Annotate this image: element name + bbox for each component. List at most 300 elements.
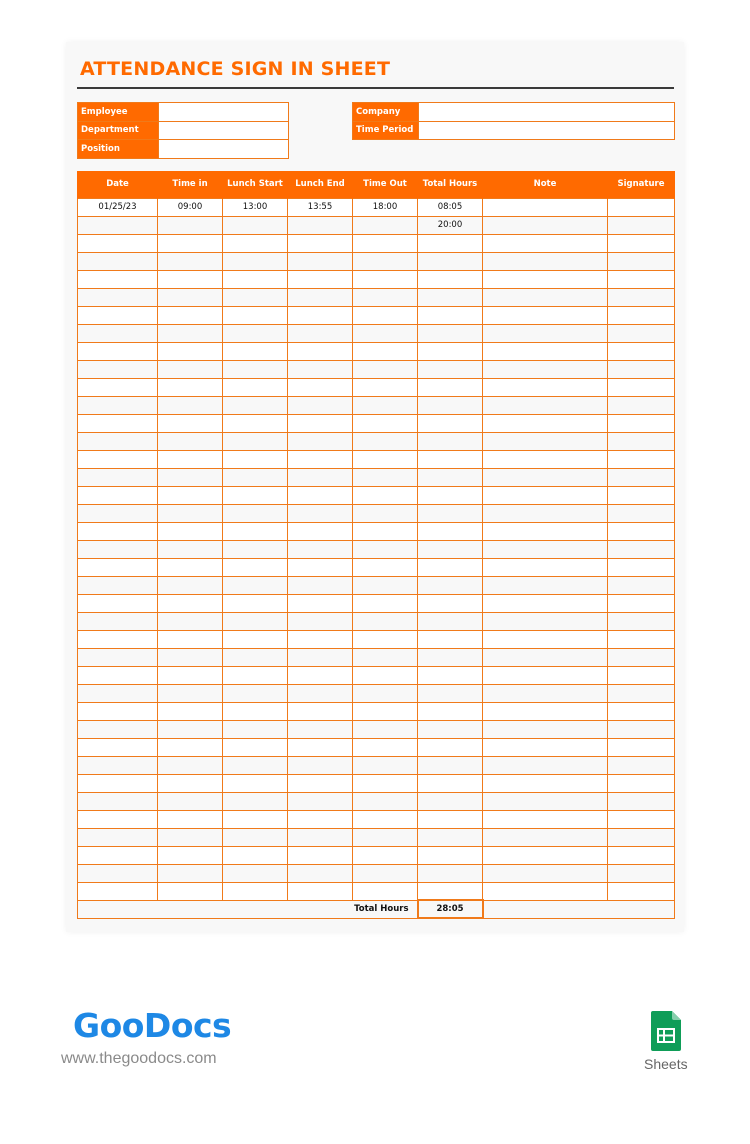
time-out-cell[interactable]: [353, 378, 418, 396]
total-hours-cell[interactable]: [418, 324, 483, 342]
time-out-cell[interactable]: [353, 432, 418, 450]
total-hours-cell[interactable]: [418, 666, 483, 684]
signature-cell[interactable]: [608, 522, 675, 540]
signature-cell[interactable]: [608, 864, 675, 882]
time-in-cell[interactable]: [158, 468, 223, 486]
date-cell[interactable]: 01/25/23: [78, 198, 158, 216]
lunch-start-cell[interactable]: [223, 306, 288, 324]
note-cell[interactable]: [483, 360, 608, 378]
lunch-start-cell[interactable]: [223, 414, 288, 432]
lunch-start-cell[interactable]: [223, 324, 288, 342]
date-cell[interactable]: [78, 540, 158, 558]
time-in-cell[interactable]: [158, 540, 223, 558]
note-cell[interactable]: [483, 324, 608, 342]
note-cell[interactable]: [483, 558, 608, 576]
time-out-cell[interactable]: [353, 234, 418, 252]
time-in-cell[interactable]: [158, 612, 223, 630]
signature-cell[interactable]: [608, 432, 675, 450]
date-cell[interactable]: [78, 306, 158, 324]
note-cell[interactable]: [483, 432, 608, 450]
date-cell[interactable]: [78, 396, 158, 414]
date-cell[interactable]: [78, 648, 158, 666]
date-cell[interactable]: [78, 612, 158, 630]
note-cell[interactable]: [483, 198, 608, 216]
note-cell[interactable]: [483, 378, 608, 396]
lunch-start-cell[interactable]: [223, 738, 288, 756]
signature-cell[interactable]: [608, 414, 675, 432]
time-out-cell[interactable]: [353, 360, 418, 378]
lunch-start-cell[interactable]: [223, 342, 288, 360]
lunch-end-cell[interactable]: [288, 702, 353, 720]
lunch-end-cell[interactable]: [288, 288, 353, 306]
date-cell[interactable]: [78, 720, 158, 738]
note-cell[interactable]: [483, 306, 608, 324]
signature-cell[interactable]: [608, 702, 675, 720]
date-cell[interactable]: [78, 756, 158, 774]
total-hours-cell[interactable]: [418, 252, 483, 270]
lunch-start-cell[interactable]: [223, 378, 288, 396]
lunch-start-cell[interactable]: [223, 792, 288, 810]
time-out-cell[interactable]: [353, 288, 418, 306]
note-cell[interactable]: [483, 828, 608, 846]
signature-cell[interactable]: [608, 324, 675, 342]
lunch-start-cell[interactable]: [223, 630, 288, 648]
lunch-start-cell[interactable]: [223, 594, 288, 612]
position-field[interactable]: [159, 140, 289, 159]
signature-cell[interactable]: [608, 378, 675, 396]
lunch-start-cell[interactable]: [223, 612, 288, 630]
note-cell[interactable]: [483, 288, 608, 306]
lunch-end-cell[interactable]: [288, 216, 353, 234]
note-cell[interactable]: [483, 576, 608, 594]
date-cell[interactable]: [78, 324, 158, 342]
time-out-cell[interactable]: [353, 558, 418, 576]
signature-cell[interactable]: [608, 810, 675, 828]
total-hours-cell[interactable]: [418, 504, 483, 522]
total-hours-cell[interactable]: [418, 432, 483, 450]
total-hours-cell[interactable]: [418, 540, 483, 558]
date-cell[interactable]: [78, 486, 158, 504]
signature-cell[interactable]: [608, 252, 675, 270]
signature-cell[interactable]: [608, 306, 675, 324]
total-hours-cell[interactable]: [418, 684, 483, 702]
note-cell[interactable]: [483, 522, 608, 540]
department-field[interactable]: [159, 121, 289, 140]
time-out-cell[interactable]: [353, 810, 418, 828]
total-hours-cell[interactable]: [418, 792, 483, 810]
lunch-end-cell[interactable]: [288, 540, 353, 558]
lunch-start-cell[interactable]: [223, 234, 288, 252]
lunch-end-cell[interactable]: [288, 450, 353, 468]
lunch-end-cell[interactable]: [288, 738, 353, 756]
lunch-end-cell[interactable]: [288, 378, 353, 396]
note-cell[interactable]: [483, 720, 608, 738]
lunch-end-cell[interactable]: [288, 756, 353, 774]
total-hours-cell[interactable]: [418, 756, 483, 774]
lunch-start-cell[interactable]: [223, 882, 288, 900]
signature-cell[interactable]: [608, 342, 675, 360]
note-cell[interactable]: [483, 270, 608, 288]
lunch-end-cell[interactable]: 13:55: [288, 198, 353, 216]
time-out-cell[interactable]: [353, 828, 418, 846]
time-out-cell[interactable]: [353, 702, 418, 720]
signature-cell[interactable]: [608, 666, 675, 684]
company-field[interactable]: [419, 103, 675, 122]
lunch-start-cell[interactable]: [223, 288, 288, 306]
time-out-cell[interactable]: [353, 648, 418, 666]
time-in-cell[interactable]: [158, 846, 223, 864]
time-out-cell[interactable]: [353, 594, 418, 612]
time-in-cell[interactable]: [158, 558, 223, 576]
time-out-cell[interactable]: [353, 774, 418, 792]
total-hours-cell[interactable]: [418, 846, 483, 864]
date-cell[interactable]: [78, 846, 158, 864]
time-in-cell[interactable]: [158, 378, 223, 396]
time-out-cell[interactable]: [353, 216, 418, 234]
signature-cell[interactable]: [608, 594, 675, 612]
total-hours-cell[interactable]: [418, 396, 483, 414]
lunch-end-cell[interactable]: [288, 432, 353, 450]
signature-cell[interactable]: [608, 612, 675, 630]
lunch-end-cell[interactable]: [288, 576, 353, 594]
time-out-cell[interactable]: [353, 576, 418, 594]
lunch-start-cell[interactable]: [223, 864, 288, 882]
note-cell[interactable]: [483, 684, 608, 702]
total-hours-cell[interactable]: [418, 612, 483, 630]
note-cell[interactable]: [483, 630, 608, 648]
lunch-start-cell[interactable]: [223, 702, 288, 720]
total-hours-cell[interactable]: [418, 738, 483, 756]
time-in-cell[interactable]: [158, 342, 223, 360]
time-in-cell[interactable]: 09:00: [158, 198, 223, 216]
signature-cell[interactable]: [608, 558, 675, 576]
time-out-cell[interactable]: [353, 342, 418, 360]
total-hours-cell[interactable]: [418, 234, 483, 252]
time-in-cell[interactable]: [158, 504, 223, 522]
total-hours-cell[interactable]: [418, 576, 483, 594]
total-hours-cell[interactable]: 20:00: [418, 216, 483, 234]
date-cell[interactable]: [78, 468, 158, 486]
lunch-end-cell[interactable]: [288, 666, 353, 684]
lunch-start-cell[interactable]: 13:00: [223, 198, 288, 216]
date-cell[interactable]: [78, 774, 158, 792]
lunch-end-cell[interactable]: [288, 342, 353, 360]
date-cell[interactable]: [78, 558, 158, 576]
time-out-cell[interactable]: [353, 738, 418, 756]
lunch-start-cell[interactable]: [223, 396, 288, 414]
time-in-cell[interactable]: [158, 216, 223, 234]
lunch-start-cell[interactable]: [223, 828, 288, 846]
lunch-start-cell[interactable]: [223, 720, 288, 738]
lunch-end-cell[interactable]: [288, 306, 353, 324]
time-out-cell[interactable]: [353, 486, 418, 504]
time-in-cell[interactable]: [158, 720, 223, 738]
total-hours-cell[interactable]: 08:05: [418, 198, 483, 216]
total-hours-cell[interactable]: [418, 360, 483, 378]
lunch-start-cell[interactable]: [223, 558, 288, 576]
note-cell[interactable]: [483, 810, 608, 828]
lunch-start-cell[interactable]: [223, 576, 288, 594]
time-out-cell[interactable]: [353, 306, 418, 324]
time-in-cell[interactable]: [158, 414, 223, 432]
signature-cell[interactable]: [608, 756, 675, 774]
time-out-cell[interactable]: [353, 324, 418, 342]
lunch-end-cell[interactable]: [288, 324, 353, 342]
signature-cell[interactable]: [608, 504, 675, 522]
lunch-end-cell[interactable]: [288, 864, 353, 882]
time-in-cell[interactable]: [158, 666, 223, 684]
lunch-start-cell[interactable]: [223, 504, 288, 522]
lunch-end-cell[interactable]: [288, 828, 353, 846]
lunch-end-cell[interactable]: [288, 270, 353, 288]
time-in-cell[interactable]: [158, 756, 223, 774]
lunch-start-cell[interactable]: [223, 360, 288, 378]
date-cell[interactable]: [78, 792, 158, 810]
date-cell[interactable]: [78, 234, 158, 252]
note-cell[interactable]: [483, 648, 608, 666]
total-hours-cell[interactable]: [418, 486, 483, 504]
time-in-cell[interactable]: [158, 360, 223, 378]
signature-cell[interactable]: [608, 486, 675, 504]
date-cell[interactable]: [78, 810, 158, 828]
note-cell[interactable]: [483, 846, 608, 864]
time-out-cell[interactable]: [353, 792, 418, 810]
note-cell[interactable]: [483, 342, 608, 360]
date-cell[interactable]: [78, 882, 158, 900]
signature-cell[interactable]: [608, 576, 675, 594]
lunch-end-cell[interactable]: [288, 684, 353, 702]
lunch-start-cell[interactable]: [223, 216, 288, 234]
time-out-cell[interactable]: [353, 666, 418, 684]
time-in-cell[interactable]: [158, 486, 223, 504]
time-in-cell[interactable]: [158, 432, 223, 450]
total-hours-cell[interactable]: [418, 558, 483, 576]
total-hours-cell[interactable]: [418, 288, 483, 306]
signature-cell[interactable]: [608, 828, 675, 846]
lunch-end-cell[interactable]: [288, 846, 353, 864]
signature-cell[interactable]: [608, 792, 675, 810]
lunch-end-cell[interactable]: [288, 234, 353, 252]
note-cell[interactable]: [483, 864, 608, 882]
time-out-cell[interactable]: [353, 630, 418, 648]
time-in-cell[interactable]: [158, 738, 223, 756]
time-in-cell[interactable]: [158, 270, 223, 288]
lunch-end-cell[interactable]: [288, 774, 353, 792]
signature-cell[interactable]: [608, 648, 675, 666]
signature-cell[interactable]: [608, 684, 675, 702]
time-out-cell[interactable]: [353, 846, 418, 864]
total-hours-cell[interactable]: [418, 864, 483, 882]
note-cell[interactable]: [483, 396, 608, 414]
total-hours-cell[interactable]: [418, 450, 483, 468]
time-in-cell[interactable]: [158, 234, 223, 252]
time-out-cell[interactable]: [353, 468, 418, 486]
date-cell[interactable]: [78, 432, 158, 450]
lunch-start-cell[interactable]: [223, 432, 288, 450]
note-cell[interactable]: [483, 450, 608, 468]
date-cell[interactable]: [78, 216, 158, 234]
total-hours-cell[interactable]: [418, 810, 483, 828]
note-cell[interactable]: [483, 666, 608, 684]
note-cell[interactable]: [483, 738, 608, 756]
total-hours-cell[interactable]: [418, 882, 483, 900]
time-in-cell[interactable]: [158, 324, 223, 342]
time-out-cell[interactable]: [353, 612, 418, 630]
note-cell[interactable]: [483, 612, 608, 630]
date-cell[interactable]: [78, 666, 158, 684]
note-cell[interactable]: [483, 216, 608, 234]
signature-cell[interactable]: [608, 234, 675, 252]
date-cell[interactable]: [78, 288, 158, 306]
date-cell[interactable]: [78, 576, 158, 594]
date-cell[interactable]: [78, 270, 158, 288]
lunch-start-cell[interactable]: [223, 774, 288, 792]
lunch-end-cell[interactable]: [288, 396, 353, 414]
total-hours-cell[interactable]: [418, 648, 483, 666]
lunch-end-cell[interactable]: [288, 360, 353, 378]
time-in-cell[interactable]: [158, 252, 223, 270]
lunch-end-cell[interactable]: [288, 414, 353, 432]
signature-cell[interactable]: [608, 270, 675, 288]
lunch-end-cell[interactable]: [288, 612, 353, 630]
time-out-cell[interactable]: [353, 414, 418, 432]
time-out-cell[interactable]: [353, 720, 418, 738]
signature-cell[interactable]: [608, 360, 675, 378]
date-cell[interactable]: [78, 378, 158, 396]
total-hours-cell[interactable]: [418, 306, 483, 324]
total-hours-cell[interactable]: [418, 630, 483, 648]
lunch-end-cell[interactable]: [288, 882, 353, 900]
lunch-end-cell[interactable]: [288, 720, 353, 738]
lunch-start-cell[interactable]: [223, 450, 288, 468]
lunch-start-cell[interactable]: [223, 540, 288, 558]
note-cell[interactable]: [483, 774, 608, 792]
time-out-cell[interactable]: [353, 522, 418, 540]
time-out-cell[interactable]: [353, 684, 418, 702]
total-hours-cell[interactable]: [418, 378, 483, 396]
lunch-start-cell[interactable]: [223, 468, 288, 486]
time-out-cell[interactable]: [353, 450, 418, 468]
note-cell[interactable]: [483, 756, 608, 774]
time-out-cell[interactable]: [353, 540, 418, 558]
time-out-cell[interactable]: [353, 270, 418, 288]
time-out-cell[interactable]: [353, 252, 418, 270]
date-cell[interactable]: [78, 738, 158, 756]
signature-cell[interactable]: [608, 288, 675, 306]
note-cell[interactable]: [483, 594, 608, 612]
lunch-start-cell[interactable]: [223, 846, 288, 864]
date-cell[interactable]: [78, 504, 158, 522]
time-in-cell[interactable]: [158, 522, 223, 540]
note-cell[interactable]: [483, 792, 608, 810]
note-cell[interactable]: [483, 234, 608, 252]
lunch-end-cell[interactable]: [288, 792, 353, 810]
time-in-cell[interactable]: [158, 792, 223, 810]
time-in-cell[interactable]: [158, 630, 223, 648]
total-hours-cell[interactable]: [418, 702, 483, 720]
date-cell[interactable]: [78, 630, 158, 648]
signature-cell[interactable]: [608, 738, 675, 756]
lunch-end-cell[interactable]: [288, 504, 353, 522]
signature-cell[interactable]: [608, 540, 675, 558]
lunch-start-cell[interactable]: [223, 648, 288, 666]
time-in-cell[interactable]: [158, 396, 223, 414]
total-hours-cell[interactable]: [418, 594, 483, 612]
note-cell[interactable]: [483, 504, 608, 522]
date-cell[interactable]: [78, 252, 158, 270]
lunch-end-cell[interactable]: [288, 594, 353, 612]
date-cell[interactable]: [78, 702, 158, 720]
total-hours-cell[interactable]: [418, 522, 483, 540]
lunch-end-cell[interactable]: [288, 252, 353, 270]
lunch-start-cell[interactable]: [223, 522, 288, 540]
note-cell[interactable]: [483, 486, 608, 504]
lunch-start-cell[interactable]: [223, 666, 288, 684]
time-out-cell[interactable]: [353, 864, 418, 882]
date-cell[interactable]: [78, 684, 158, 702]
employee-field[interactable]: [159, 103, 289, 122]
lunch-start-cell[interactable]: [223, 756, 288, 774]
signature-cell[interactable]: [608, 846, 675, 864]
time-in-cell[interactable]: [158, 684, 223, 702]
lunch-start-cell[interactable]: [223, 270, 288, 288]
time-period-field[interactable]: [419, 121, 675, 140]
time-out-cell[interactable]: 18:00: [353, 198, 418, 216]
lunch-end-cell[interactable]: [288, 468, 353, 486]
lunch-start-cell[interactable]: [223, 486, 288, 504]
lunch-start-cell[interactable]: [223, 684, 288, 702]
total-hours-cell[interactable]: [418, 342, 483, 360]
lunch-end-cell[interactable]: [288, 558, 353, 576]
time-out-cell[interactable]: [353, 504, 418, 522]
lunch-end-cell[interactable]: [288, 630, 353, 648]
time-in-cell[interactable]: [158, 882, 223, 900]
total-hours-cell[interactable]: [418, 720, 483, 738]
lunch-start-cell[interactable]: [223, 252, 288, 270]
signature-cell[interactable]: [608, 774, 675, 792]
lunch-start-cell[interactable]: [223, 810, 288, 828]
signature-cell[interactable]: [608, 468, 675, 486]
lunch-end-cell[interactable]: [288, 810, 353, 828]
note-cell[interactable]: [483, 414, 608, 432]
time-in-cell[interactable]: [158, 576, 223, 594]
signature-cell[interactable]: [608, 720, 675, 738]
lunch-end-cell[interactable]: [288, 648, 353, 666]
date-cell[interactable]: [78, 594, 158, 612]
note-cell[interactable]: [483, 702, 608, 720]
time-in-cell[interactable]: [158, 828, 223, 846]
note-cell[interactable]: [483, 252, 608, 270]
time-in-cell[interactable]: [158, 648, 223, 666]
total-hours-cell[interactable]: [418, 774, 483, 792]
date-cell[interactable]: [78, 828, 158, 846]
note-cell[interactable]: [483, 468, 608, 486]
time-in-cell[interactable]: [158, 864, 223, 882]
time-in-cell[interactable]: [158, 288, 223, 306]
time-in-cell[interactable]: [158, 306, 223, 324]
total-hours-cell[interactable]: [418, 828, 483, 846]
signature-cell[interactable]: [608, 216, 675, 234]
time-in-cell[interactable]: [158, 702, 223, 720]
time-in-cell[interactable]: [158, 450, 223, 468]
lunch-end-cell[interactable]: [288, 522, 353, 540]
total-hours-cell[interactable]: [418, 270, 483, 288]
time-in-cell[interactable]: [158, 810, 223, 828]
note-cell[interactable]: [483, 882, 608, 900]
time-out-cell[interactable]: [353, 756, 418, 774]
lunch-end-cell[interactable]: [288, 486, 353, 504]
date-cell[interactable]: [78, 522, 158, 540]
